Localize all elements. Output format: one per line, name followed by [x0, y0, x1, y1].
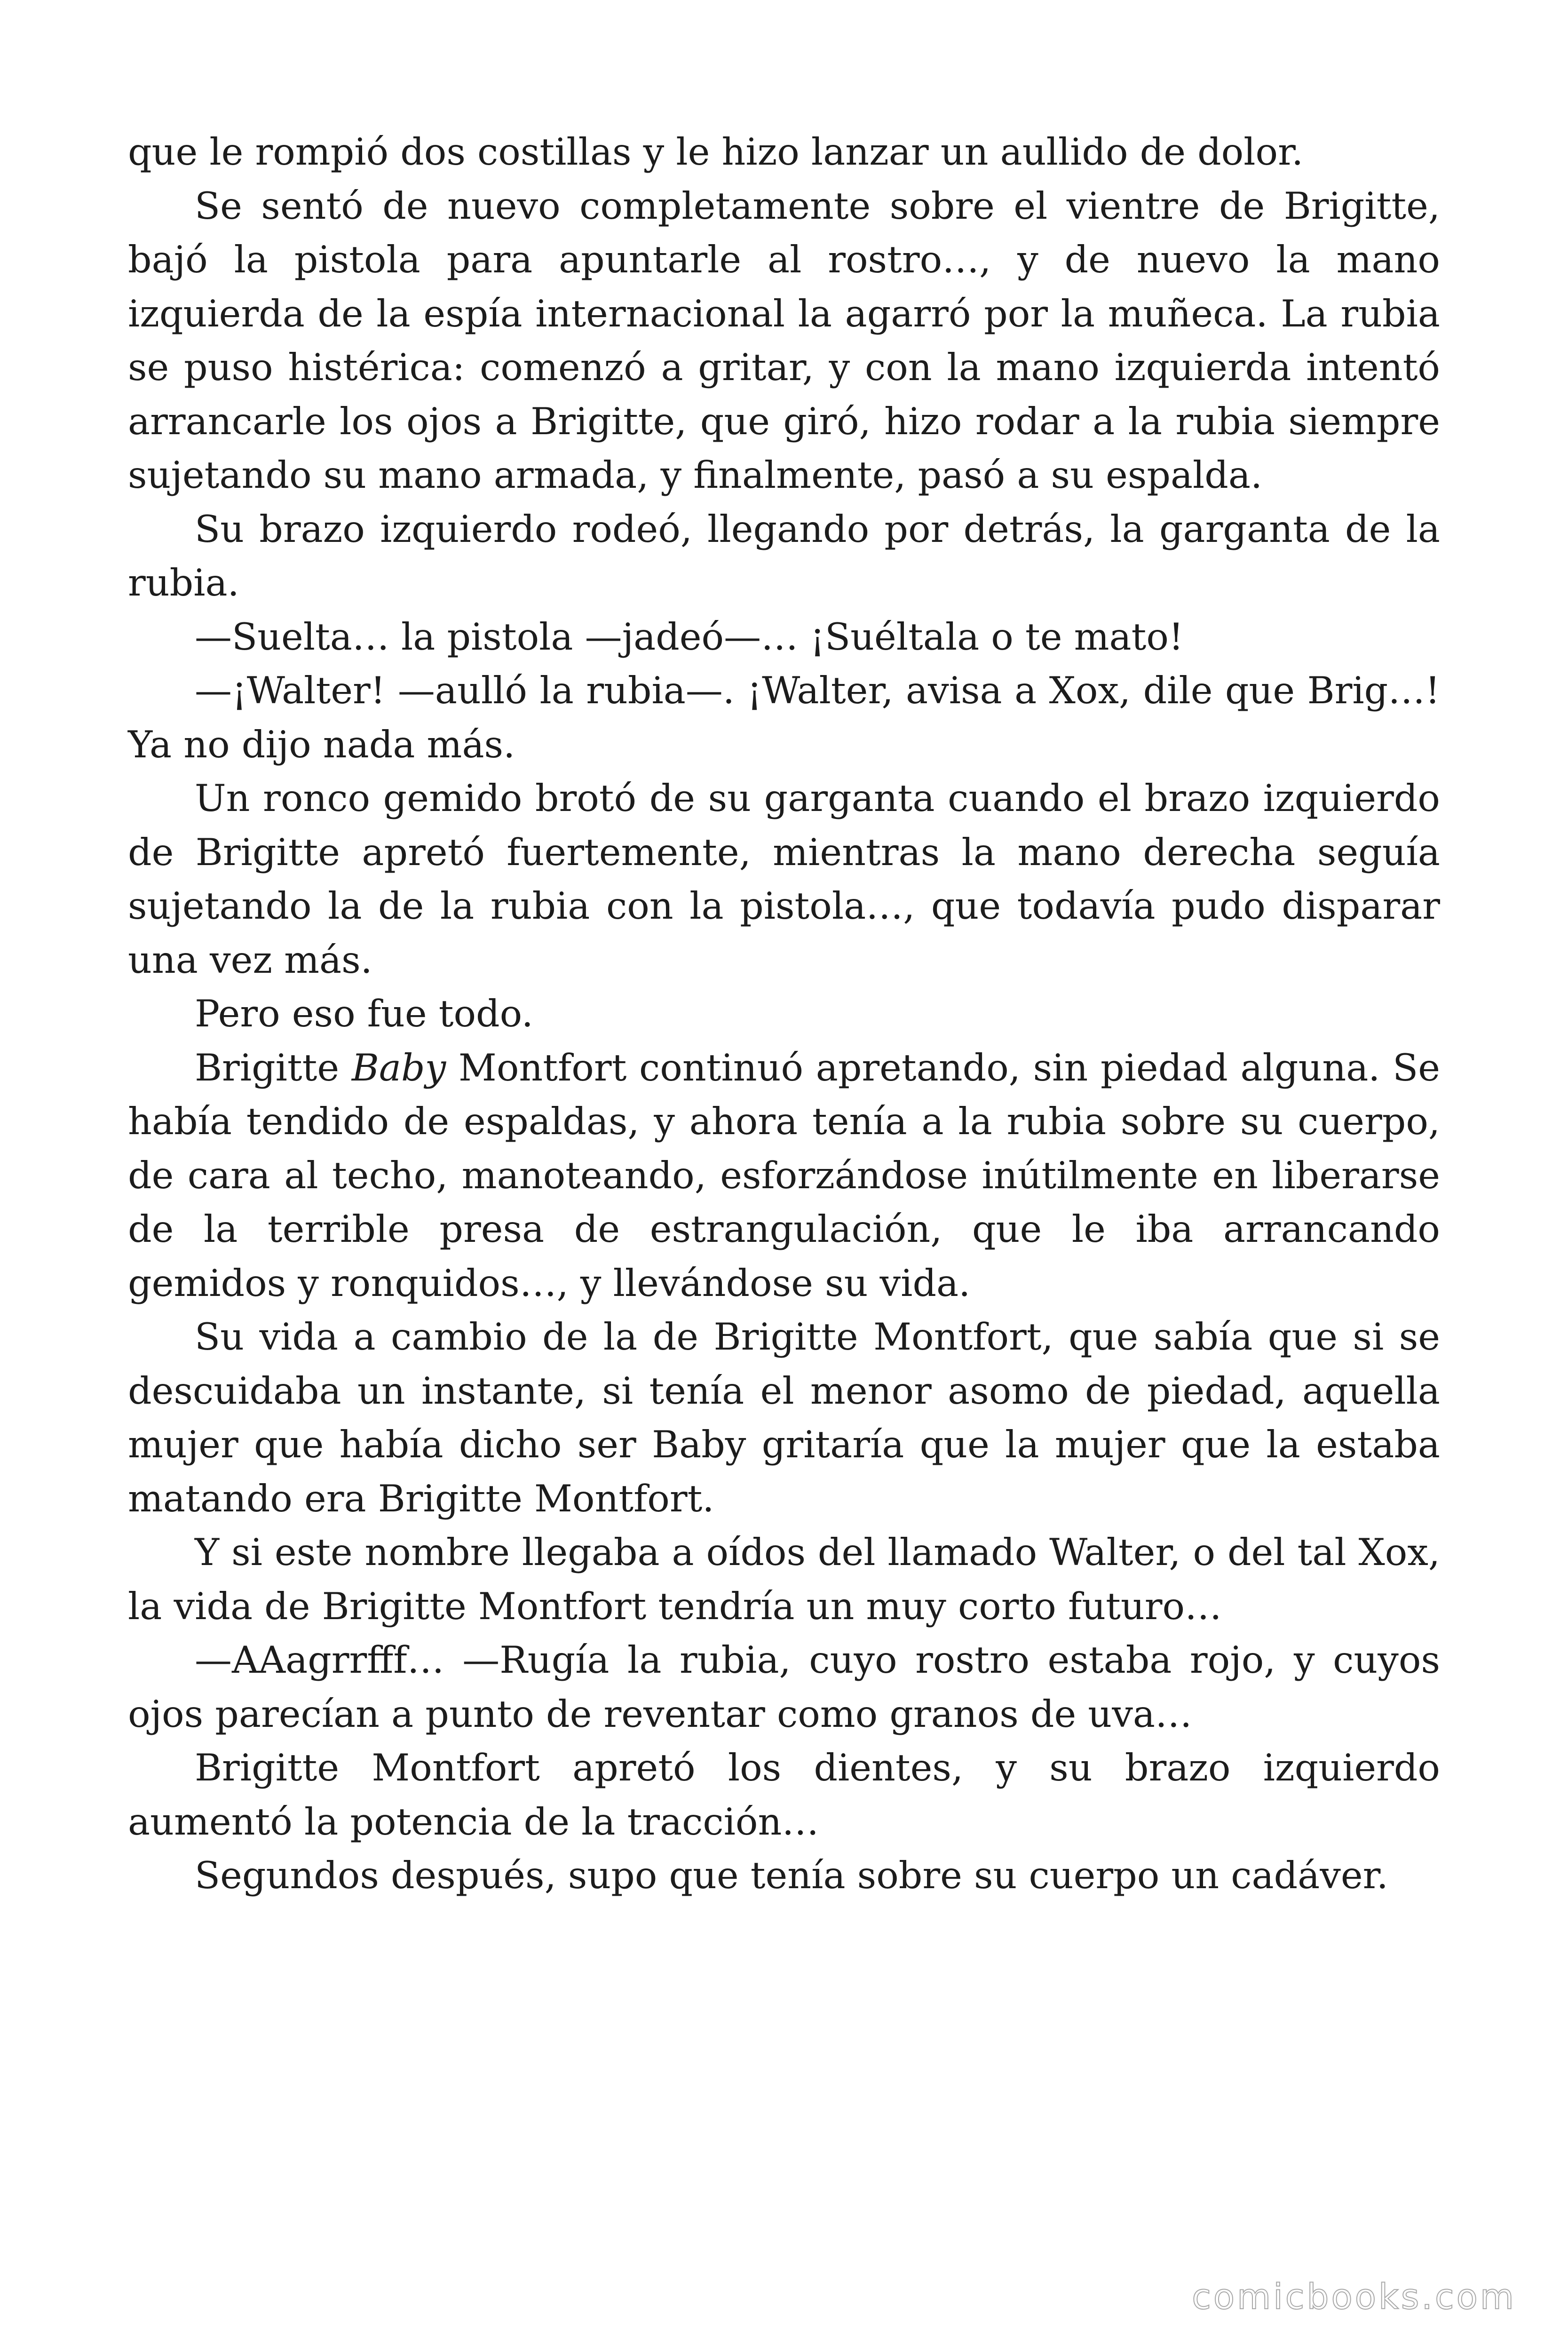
paragraph: Se sentó de nuevo completamente sobre el vientre de Brigitte, bajó la pistola para apuntarle al rostro…, y de nuevo la mano izquierda de la espía internacional la agarró por la muñeca. La rubia se puso histérica: comenzó a gritar, y con la mano izquierda intentó arrancarle los ojos a Brigitte, que giró, hizo rodar a la rubia siempre sujetando su mano armada, y finalmente, pasó a su espalda. — [128, 184, 1440, 497]
paragraph: Y si este nombre llegaba a oídos del llamado Walter, o del tal Xox, la vida de Brigitte Montfort tendría un muy corto futuro… — [128, 1531, 1440, 1628]
body-text — [128, 125, 1440, 1903]
paragraph: Su vida a cambio de la de Brigitte Montfort, que sabía que si se descuidaba un instante, si tenía el menor asomo de piedad, aquella mujer que había dicho ser Baby gritaría que la mujer que la estaba matando era Brigitte Montfort. — [128, 1315, 1440, 1520]
paragraph: —Suelta… la pistola —jadeó—… ¡Suéltala o te mato! — [195, 615, 1184, 659]
paragraph: —¡Walter! —aulló la rubia—. ¡Walter, avisa a Xox, dile que Brig…! Ya no dijo nada más. — [128, 669, 1440, 766]
paragraph-text-start: Brigitte — [195, 1046, 352, 1089]
paragraph: que le rompió dos costillas y le hizo lanzar un aullido de dolor. — [128, 130, 1304, 174]
italic-text: Baby — [351, 1046, 446, 1089]
paragraph-text-end: Montfort continuó apretando, sin piedad alguna. Se había tendido de espaldas, y ahora tenía a la rubia sobre su cuerpo, de cara al techo, manoteando, esforzándose inútilmente en liberarse de la terrible presa de estrangulación, que le iba arrancando gemidos y ronquidos…, y llevándose su vida. — [128, 1046, 1440, 1305]
paragraph: Segundos después, supo que tenía sobre su cuerpo un cadáver. — [195, 1854, 1388, 1897]
paragraph — [128, 1041, 1440, 1311]
watermark: comicbooks.com — [1192, 2277, 1516, 2317]
paragraph: —AAagrrfff… —Rugía la rubia, cuyo rostro estaba rojo, y cuyos ojos parecían a punto de reventar como granos de uva… — [128, 1638, 1440, 1736]
paragraph: Pero eso fue todo. — [195, 992, 533, 1035]
paragraph: Su brazo izquierdo rodeó, llegando por detrás, la garganta de la rubia. — [128, 507, 1440, 604]
paragraph: Un ronco gemido brotó de su garganta cuando el brazo izquierdo de Brigitte apretó fuertemente, mientras la mano derecha seguía sujetando la de la rubia con la pistola…, que todavía pudo disparar una vez más. — [128, 777, 1440, 982]
paragraph: Brigitte Montfort apretó los dientes, y su brazo izquierdo aumentó la potencia de la tracción… — [128, 1746, 1440, 1843]
